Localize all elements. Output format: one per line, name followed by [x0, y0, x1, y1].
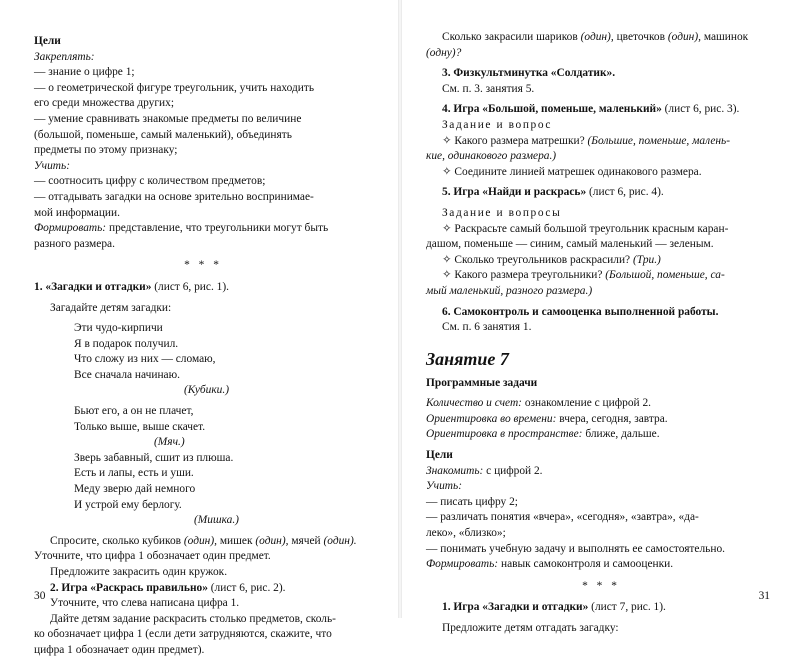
goals-heading: Цели: [34, 35, 61, 47]
task2-text: цифра 1 обозначает один предмет).: [34, 643, 205, 656]
verse-line: Я в подарок получил.: [74, 337, 179, 350]
task1-ref: (лист 6, рис. 1).: [154, 280, 229, 293]
task1-heading: 1. Игра «Загадки и отгадки»: [442, 601, 589, 614]
answer: (Три.): [632, 253, 661, 266]
section-divider: * * *: [184, 259, 222, 272]
answer: (один),: [255, 534, 289, 547]
text: ознакомление с цифрой 2.: [524, 397, 652, 410]
text: цветочков: [616, 31, 666, 43]
verse-line: Все сначала начинаю.: [74, 368, 180, 381]
lesson-title: Занятие 7: [426, 348, 509, 369]
answer-cont: мый маленький, разного размера.): [426, 284, 593, 297]
answer: (Большие, поменьше, малень-: [587, 134, 730, 147]
goals-heading: Цели: [426, 449, 453, 462]
verse-line: Меду зверю дай немного: [74, 483, 196, 496]
task2-ref: (лист 6, рис. 2).: [210, 581, 286, 594]
label: Количество и счет:: [426, 397, 522, 410]
introduce-line: [426, 464, 776, 480]
program-item: [426, 427, 776, 443]
task2-text: Уточните, что слева написана цифра 1.: [50, 597, 240, 610]
list-item: мой информации.: [34, 206, 120, 219]
list-item: — знание о цифре 1;: [34, 66, 135, 79]
task2-text: ко обозначает цифра 1 (если дети затрудняются, скажите, что: [34, 628, 332, 641]
answer: (один).: [323, 534, 357, 547]
list-item: — понимать учебную задачу и выполнять ее самостоятельно.: [426, 542, 725, 555]
task5-heading: 5. Игра «Найди и раскрась»: [442, 186, 587, 199]
riddle-2: [34, 404, 372, 435]
text: машинок: [703, 31, 749, 43]
offer: Предложите закрасить один кружок.: [50, 566, 228, 578]
verse-line: Зверь забавный, сшит из плюша.: [74, 451, 234, 464]
task4-ref: (лист 6, рис. 3).: [664, 103, 740, 116]
answer: (один),: [183, 534, 217, 547]
page-number: 30: [34, 590, 46, 602]
form-line: [34, 221, 372, 237]
text: Спросите, сколько кубиков: [50, 534, 182, 547]
task1-ref: (лист 7, рис. 1).: [591, 601, 666, 614]
riddle-1: [34, 321, 372, 383]
count-paragraph: [426, 30, 776, 61]
answer: (одну)?: [426, 46, 462, 59]
form-text: представление, что треугольники могут быть: [108, 222, 329, 235]
task2-line: [34, 581, 372, 597]
question: [426, 134, 776, 150]
verse-line: Эти чудо-кирпичи: [74, 322, 163, 335]
text: Уточните, что цифра 1 обозначает один предмет.: [34, 550, 271, 563]
task2-heading: 2. Игра «Раскрась правильно»: [50, 581, 208, 594]
list-item: — соотносить цифру с количеством предметов;: [34, 175, 266, 188]
form-line: [426, 557, 776, 573]
reinforce-label: Закреплять:: [34, 50, 95, 63]
task5-line: [426, 185, 776, 201]
task6-ref: См. п. 6 занятия 1.: [442, 321, 532, 334]
question: [426, 268, 776, 284]
task5-ref: (лист 6, рис. 4).: [589, 186, 664, 199]
task3-ref: См. п. 3. занятия 5.: [442, 82, 535, 95]
text: Сколько закрасили шариков: [442, 31, 578, 43]
label: Ориентировка в пространстве:: [426, 428, 583, 441]
form-line-2: разного размера.: [34, 237, 115, 250]
task1-line: [426, 600, 776, 616]
teach-label: Учить:: [34, 159, 70, 172]
answer: (Большой, поменьше, са-: [605, 269, 725, 282]
riddle-1-answer: (Кубики.): [184, 384, 230, 397]
text: навык самоконтроля и самооценки.: [500, 558, 674, 571]
label: Знакомить:: [426, 464, 484, 477]
list-item: — писать цифру 2;: [426, 495, 518, 508]
task1-intro: Предложите детям отгадать загадку:: [442, 622, 619, 634]
riddle-3-answer: (Мишка.): [194, 514, 239, 527]
program-heading: Программные задачи: [426, 376, 538, 389]
list-item: — отгадывать загадки на основе зрительно воспринимае-: [34, 190, 314, 203]
task5-label: Задание и вопросы: [442, 206, 562, 219]
text: ✧ Сколько треугольников раскрасили?: [442, 253, 631, 266]
task3-heading: 3. Физкультминутка «Солдатик».: [442, 67, 616, 80]
list-item: его среди множества других;: [34, 97, 174, 110]
riddle-3: [34, 451, 372, 513]
task1-heading: 1. «Загадки и отгадки»: [34, 280, 152, 293]
text: мишек: [219, 534, 253, 547]
answer-cont: кие, одинакового размера.): [426, 150, 557, 163]
ask-paragraph: [34, 534, 372, 565]
verse-line: И устрой ему берлогу.: [74, 498, 182, 511]
task4-label: Задание и вопрос: [442, 118, 553, 131]
answer: (один),: [667, 31, 701, 43]
program-item: [426, 396, 776, 412]
list-item: — умение сравнивать знакомые предметы по величине: [34, 112, 302, 125]
right-page: [400, 0, 800, 634]
question: [426, 253, 776, 269]
form-label: Формировать:: [34, 222, 107, 235]
verse-line: Только выше, выше скачет.: [74, 420, 206, 433]
text: с цифрой 2.: [486, 464, 543, 477]
list-item: леко», «близко»;: [426, 527, 506, 540]
right-column: [426, 30, 776, 637]
task6-heading: 6. Самоконтроль и самооценка выполненной работы.: [442, 305, 719, 318]
task4-line: [426, 102, 776, 118]
list-item: (большой, поменьше, самый маленький), объединять: [34, 128, 292, 141]
section-divider: * * *: [582, 579, 620, 592]
question: ✧ Раскрасьте самый большой треугольник красным каран-: [442, 222, 729, 235]
question: ✧ Соедините линией матрешек одинакового размера.: [442, 165, 702, 178]
page-number: 31: [758, 590, 770, 602]
list-item: — о геометрической фигуре треугольник, учить находить: [34, 81, 315, 94]
left-page: [0, 0, 400, 656]
label: Ориентировка во времени:: [426, 412, 557, 425]
task2-text: Дайте детям задание раскрасить столько предметов, сколь-: [50, 612, 336, 625]
verse-line: Бьют его, а он не плачет,: [74, 405, 194, 418]
text: мячей: [291, 534, 321, 547]
task4-heading: 4. Игра «Большой, поменьше, маленький»: [442, 103, 662, 116]
label: Формировать:: [426, 558, 499, 571]
answer: (один),: [580, 31, 614, 43]
verse-line: Есть и лапы, есть и уши.: [74, 467, 194, 480]
left-column: [34, 30, 372, 659]
list-item: — различать понятия «вчера», «сегодня», «завтра», «да-: [426, 511, 699, 524]
list-item: предметы по этому признаку;: [34, 144, 178, 157]
text: ✧ Какого размера треугольники?: [442, 269, 603, 282]
text: вчера, сегодня, завтра.: [559, 412, 668, 425]
program-item: [426, 412, 776, 428]
task1-intro: Загадайте детям загадки:: [50, 301, 172, 314]
task1-line: [34, 280, 372, 296]
riddle-2-answer: (Мяч.): [154, 436, 185, 449]
text: ближе, дальше.: [585, 428, 660, 441]
text: ✧ Какого размера матрешки?: [442, 134, 585, 147]
teach-label: Учить:: [426, 480, 462, 493]
verse-line: Что сложу из них — сломаю,: [74, 353, 216, 366]
question-cont: дашом, поменьше — синим, самый маленький — зеленым.: [426, 238, 714, 251]
